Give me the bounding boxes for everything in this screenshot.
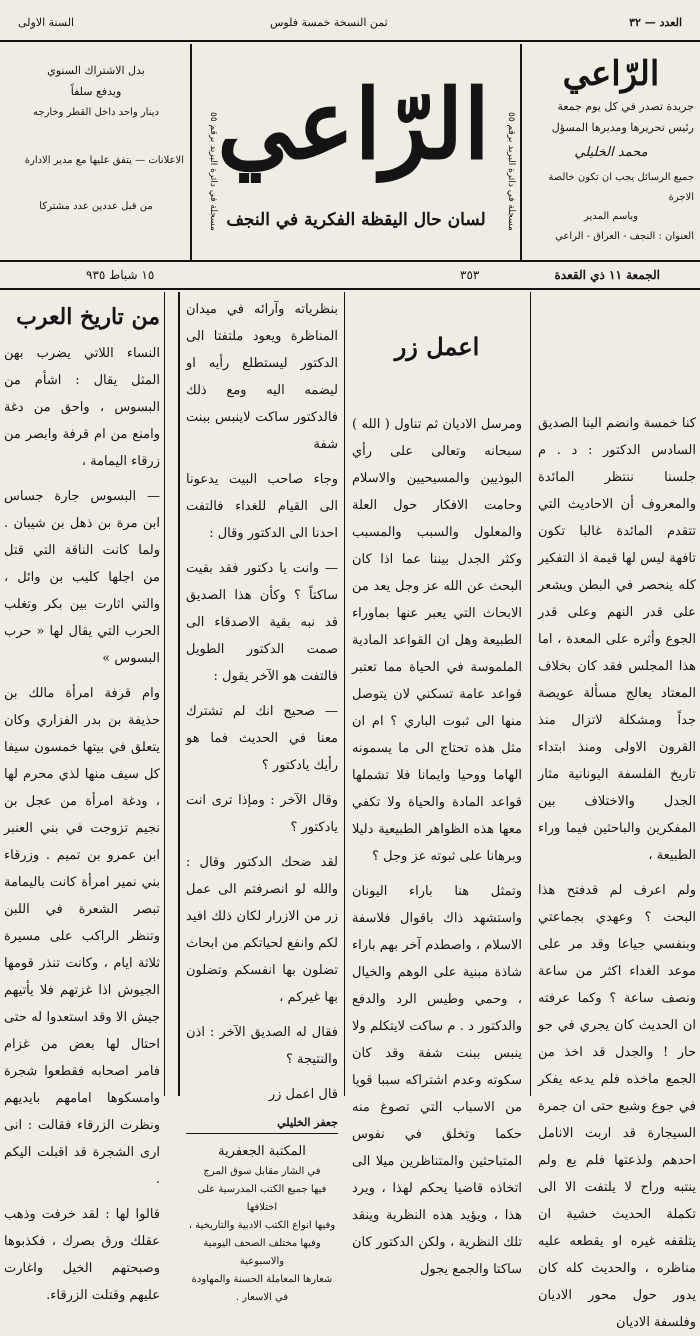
registration-note-left: مسجلة في دائرة البريد برقم ٥٥ (208, 111, 218, 231)
newspaper-subtitle: لسان حال اليقظة الفكرية في النجف (226, 210, 486, 230)
dateline-hijri-year: ٣٥٣ (460, 268, 480, 282)
library-line2: فيها جميع الكتب المدرسية على اختلافها (197, 1184, 327, 1213)
article-column-1 (536, 292, 698, 1330)
left-box-line3: دينار واحد داخل القطر وخارجه (33, 107, 159, 118)
right-box-line1: جريدة تصدر في كل يوم جمعة (557, 100, 694, 113)
article1-col1-para1: كنا خمسة وانضم الينا الصديق السادس الدكتور : د . م جلسنا ننتظر المائدة والمعروف أن الاحاديث التي تتقدم المائدة غالبا تكون تافهة ليس لها قيمة اذ التفكير كله ينحصر في البطن ويشعر على قدر النهم وعلى قدر الجوع وأثره على المعدة ، اما هذا المجلس فقد كان بخلاف المعتاد يعالج مسألة عويصة جداً ومشكلة لاتزال منذ القرون الاولى ومنذ ابتداء تاريخ الفلسفة اليونانية مثار الجدل والاختلاف بين المفكرين والباحثين فيما وراء الطبيعة ، (538, 416, 696, 863)
right-box-address: العنوان : النجف - العراق - الراعي (555, 231, 694, 242)
editor-signature: محمد الخليلي (574, 145, 648, 160)
column-rule-4 (164, 292, 165, 1096)
left-box-line2: ويدفع سلفاً (70, 85, 122, 98)
library-box (186, 1133, 338, 1307)
masthead-divider-right (520, 44, 522, 260)
column-rule-3 (178, 292, 180, 1096)
library-line3: وفيها انواع الكتب الادبية والتاريخية ، (188, 1220, 336, 1231)
article1-title: اعمل زر (394, 332, 480, 361)
right-info-box (528, 52, 694, 256)
library-line4: وفيها مختلف الصحف اليومية والاسبوعية (203, 1238, 321, 1267)
registration-note-right: مسجلة في دائرة البريد برقم ٥٥ (506, 111, 516, 231)
article1-col3-para2: وجاء صاحب البيت يدعونا الى القيام للغداء فالتفت احدنا الى الدكتور وقال : (186, 472, 338, 541)
left-box-line5: من قبل عددين عدد مشتركا (39, 201, 153, 212)
masthead-divider-left (190, 44, 192, 260)
left-info-box (8, 60, 184, 256)
article1-col1-para2: ولم اعرف لم قدفتح هذا البحث ؟ وعهدي بجماعتي وبنفسي جياعا وقد مر على موعد الغداء اكثر من ساعة ونصف ساعة ؟ وكما عرفته ان الحديث كان يجري في جو حار ! والجدل قد اخذ من الجمع ماخذه فلم يدعه يفكر في جوع وشبع حتى ان جمرة السيجارة قد اربت الانامل احدهم ولذعتها فلم يع ولم ينتبه وراح لا يلتفت الا الى تكملة الحديث خشية ان يتلقفه غيره او يقطعه عليه مناظره ، والحديث كله كان يدور حول محور الاديان وفلسفة الاديان (538, 883, 696, 1330)
library-title: المكتبة الجعفرية (218, 1144, 306, 1159)
article1-col3-para6: لقد ضحك الدكتور وقال : والله لو انصرفتم الى عمل زر من الازرار لكان ذلك افيد لكم وانفع لحياتكم من ابحاث تضلون بها انفسكم وتضلون بها غيركم ، (186, 855, 338, 1005)
article2-para1: النساء اللاتي يضرب بهن المثل يقال : اشأم من البسوس ، واحق من دغة وامنع من ام قرفة وابصر من زرقاء اليمامة ، (4, 346, 160, 469)
column-rule-2 (344, 292, 345, 1096)
article-column-4 (2, 292, 162, 1303)
library-line1: في الشار مقابل سوق المرج (203, 1166, 321, 1177)
article1-col3-para4: — صحيح انك لم تشترك معنا في الحديث فما هو رأيك يادكتور ؟ (186, 704, 338, 773)
issue-number: العدد — ٣٢ (629, 16, 682, 29)
dateline-day: الجمعة ١١ ذي القعدة (554, 268, 660, 282)
article2-para4: قالوا لها : لقد خرفت وذهب عقلك ورق بصرك ، فكذبوها وصبحتهم الخيل واغارت عليهم وقتلت الزرقاء. (4, 1207, 160, 1303)
article1-col3-para1: بنظرياته وآرائه في ميدان المناظرة ويعود ملتفتا الى الدكتور ليستطلع رأيه او ليضمه اليه ومع ذلك فالدكتور ساكت لاينبس ببنت شفة (186, 302, 338, 452)
article1-col3-para7: فقال له الصديق الآخر : اذن والنتيجة ؟ (186, 1025, 338, 1067)
dateline-gregorian: ١٥ شباط ٩٣٥ (86, 268, 155, 282)
dateline-rule-bottom (0, 288, 700, 290)
dateline (0, 262, 700, 288)
article2-para2: — البسوس جارة جساس ابن مرة بن ذهل بن شيبان . ولما كانت الناقة التي قتل من اجلها كليب بن وائل ، والتي اثارت بين بكر وتغلب الحرب التي يقال لها « حرب البسوس » (4, 489, 160, 666)
article1-col2-para1: ومرسل الاديان ثم تناول ( الله ) سبحانه وتعالى على رأي البوذيين والمسيحيين والاسلام وحامت الافكار حول العلة والمعلول والسبب والمسبب وكثر الجدل بيننا عما اذا كان البحث عن الله عز وجل يعد من الابحاث التي يعبر عنها بماوراء الطبيعة وهل ان القواعد المادية الملموسة في الحياة مما تعتبر قواعد عامة تسكني لان يتوصل منها الى ثبوت الباري ؟ ام ان مثل هذه تحتاج الى ما يسمونه الهاما ووحيا وايمانا فلا تشملها قواعد المادة والحياة ولا تكفي معها هذه الظواهر الطبيعية دليلا وبرهانا على ثبوته عز وجل ؟ (352, 417, 522, 864)
article2-para3: وام قرفة امرأة مالك بن حذيفة بن بدر الفزاري وكان يتعلق في بيتها خمسون سيفا كل سيف منها لذي محرم لها ، ودغة امرأة من عجل بن نجيم تزوجت في بني العنبر ابن عمرو بن تميم . وزرقاء بني نمير امرأة كانت باليمامة تبصر الشعرة في اللبن وتنظر الراكب على مسيرة ثلاثة ايام ، وكانت تنذر قومها الجيوش اذا غزتهم فلا يأتيهم جيش الا وقد استعدوا له حتى احتال لها بعض من غزام فامر اصحابه فقطعوا شجرة وامسكوها امامهم بايديهم ونظرت الزرقاء فقالت : انى ارى الشجرة قد اقبلت اليكم . (4, 686, 160, 1187)
right-box-line4: وباسم المدير (583, 211, 639, 222)
right-box-line2: رئيس تحريرها ومديرها المسؤل (551, 121, 694, 134)
article-column-3 (184, 292, 340, 1303)
right-box-line3: جميع الرسائل يجب ان تكون خالصة الاجرة (548, 172, 694, 203)
issue-price: ثمن النسخة خمسة فلوس (270, 16, 388, 29)
article1-col3-para8: قال اعمل زر (268, 1087, 338, 1102)
article1-col3-para5: وقال الآخر : ومإذا ترى انت يادكتور ؟ (186, 793, 338, 835)
left-box-line1: بدل الاشتراك السنوي (47, 64, 145, 77)
volume-year: السنة الاولى (18, 16, 75, 29)
article2-title: من تاريخ العرب (16, 304, 160, 330)
column-rule-1 (530, 292, 531, 1096)
top-bar (0, 0, 700, 40)
top-rule (0, 40, 700, 42)
article1-col3-para3: — وانت يا دكتور فقد بقيت ساكتاً ؟ وكأن هذا الصديق قد نبه بقية الاصدقاء الى صمت الدكتور الطويل فالتفت هو الآخر يقول : (186, 561, 338, 684)
left-box-line4: الاعلانات — يتفق عليها مع مدير الادارة (24, 155, 184, 166)
library-line5: شعارها المعاملة الحسنة والمهاودة في الاسعار . (191, 1274, 333, 1303)
masthead (196, 46, 516, 256)
article1-col2-para2: وتمثل هنا باراء اليونان واستشهد ذاك باقوال فلاسفة الاسلام ، واصطدم آخر بهم باراء شاذة مبنية على الوهم والخيال ، وحمي وطيس الرد والدفع والدكتور د . م ساكت لايتكلم ولا ينبس ببنت شفة وقد كان سكوته وعدم اشتراكه سببا قويا من الاسباب التي تصوغ منه حكما وتخلق في نفوس المتباحثين والمتناظرين ميلا الى اتخاذه قاضيا يحكم لهذا ، ويرد هذا ، ويؤيد هذه النظرية وينقد تلك النظرية ، ولكن الدكتور كان ساكتا والجمع يجول (352, 884, 522, 1277)
article1-author: جعفر الخليلي (277, 1116, 338, 1129)
newspaper-title: الرّاعي (217, 68, 490, 181)
article-column-2 (350, 292, 526, 1277)
right-box-title: الرّاعي (562, 54, 660, 94)
